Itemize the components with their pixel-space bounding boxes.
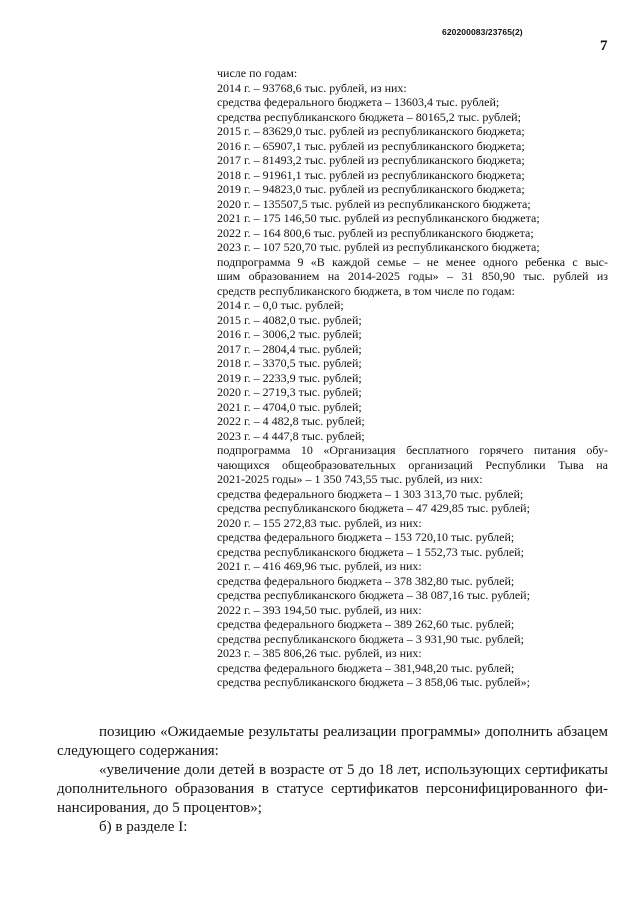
subprogram-9-line: подпрограмма 9 «В каждой семье – не менее одного ребенка с выс- <box>217 254 608 269</box>
paragraph-line: следующего содержания: <box>57 743 219 759</box>
subprogram-9-year: 2016 г. – 3006,2 тыс. рублей; <box>217 327 362 341</box>
subprogram-10-line: подпрограмма 10 «Организация бесплатного горячего питания обу- <box>217 443 608 457</box>
subprogram-10-breakdown: средства республиканского бюджета – 47 429,85 тыс. рублей; <box>217 501 530 515</box>
subprogram-10-breakdown: средства федерального бюджета – 153 720,10 тыс. рублей; <box>217 530 515 544</box>
document-id: 620200083/23765(2) <box>442 27 523 37</box>
subprogram-9-year: 2020 г. – 2719,3 тыс. рублей; <box>217 385 362 399</box>
subprogram-10-line: 2021-2025 годы» – 1 350 743,55 тыс. рублей, из них: <box>217 472 483 486</box>
subprogram-9-year: 2021 г. – 4704,0 тыс. рублей; <box>217 399 362 414</box>
budget-line: 2018 г. – 91961,1 тыс. рублей из республиканского бюджета; <box>217 167 525 182</box>
budget-line: 2021 г. – 175 146,50 тыс. рублей из республиканского бюджета; <box>217 211 540 225</box>
page-number: 7 <box>600 38 608 54</box>
paragraph-line: б) в разделе I: <box>99 819 188 835</box>
body-text <box>57 723 608 837</box>
subprogram-10-breakdown: средства федерального бюджета – 381,948,20 тыс. рублей; <box>217 660 515 675</box>
budget-line: 2014 г. – 93768,6 тыс. рублей, из них: <box>217 80 407 95</box>
subprogram-9-year: 2015 г. – 4082,0 тыс. рублей; <box>217 312 362 327</box>
budget-line: 2015 г. – 83629,0 тыс. рублей из республиканского бюджета; <box>217 124 525 138</box>
subprogram-10-breakdown: 2022 г. – 393 194,50 тыс. рублей, из них: <box>217 602 422 617</box>
subprogram-10-breakdown: 2023 г. – 385 806,26 тыс. рублей, из них: <box>217 646 422 660</box>
budget-line: числе по годам: <box>217 66 298 80</box>
subprogram-10-breakdown: средства республиканского бюджета – 3 931,90 тыс. рублей; <box>217 631 524 646</box>
paragraph-line: нансирования, до 5 процентов»; <box>57 800 262 816</box>
budget-line: 2020 г. – 135507,5 тыс. рублей из республиканского бюджета; <box>217 196 531 211</box>
subprogram-9-year: 2023 г. – 4 447,8 тыс. рублей; <box>217 428 365 443</box>
subprogram-10-breakdown: средства республиканского бюджета – 38 087,16 тыс. рублей; <box>217 588 530 602</box>
subprogram-10-breakdown: средства федерального бюджета – 378 382,80 тыс. рублей; <box>217 573 515 588</box>
budget-line: средства федерального бюджета – 13603,4 тыс. рублей; <box>217 95 500 109</box>
budget-block <box>217 66 608 690</box>
budget-line: 2023 г. – 107 520,70 тыс. рублей из республиканского бюджета; <box>217 240 540 254</box>
subprogram-10-breakdown: 2021 г. – 416 469,96 тыс. рублей, из них: <box>217 559 422 573</box>
subprogram-9-line: средств республиканского бюджета, в том числе по годам: <box>217 283 515 298</box>
subprogram-10-breakdown: средства федерального бюджета – 1 303 313,70 тыс. рублей; <box>217 486 524 501</box>
subprogram-9-year: 2022 г. – 4 482,8 тыс. рублей; <box>217 414 365 428</box>
budget-line: 2019 г. – 94823,0 тыс. рублей из республиканского бюджета; <box>217 182 525 196</box>
budget-line: 2017 г. – 81493,2 тыс. рублей из республиканского бюджета; <box>217 153 525 167</box>
budget-line: 2022 г. – 164 800,6 тыс. рублей из республиканского бюджета; <box>217 225 534 240</box>
subprogram-9-year: 2014 г. – 0,0 тыс. рублей; <box>217 298 344 312</box>
subprogram-9-year: 2019 г. – 2233,9 тыс. рублей; <box>217 370 362 385</box>
subprogram-10-breakdown: средства республиканского бюджета – 1 552,73 тыс. рублей; <box>217 544 524 559</box>
budget-line: 2016 г. – 65907,1 тыс. рублей из республиканского бюджета; <box>217 138 525 153</box>
paragraph-line: позицию «Ожидаемые результаты реализации программы» дополнить абзацем <box>99 724 608 740</box>
subprogram-10-line: чающихся общеобразовательных организаций Республики Тыва на <box>217 457 608 472</box>
budget-line: средства республиканского бюджета – 80165,2 тыс. рублей; <box>217 109 521 124</box>
paragraph-line: «увеличение доли детей в возрасте от 5 до 18 лет, использующих сертификаты <box>99 762 608 778</box>
subprogram-10-breakdown: 2020 г. – 155 272,83 тыс. рублей, из них: <box>217 515 422 530</box>
subprogram-10-breakdown: средства федерального бюджета – 389 262,60 тыс. рублей; <box>217 617 515 631</box>
subprogram-9-year: 2017 г. – 2804,4 тыс. рублей; <box>217 341 362 356</box>
subprogram-9-year: 2018 г. – 3370,5 тыс. рублей; <box>217 356 362 370</box>
paragraph-line: дополнительного образования в статусе сертификатов персонифицированного фи- <box>57 781 608 797</box>
subprogram-10-breakdown: средства республиканского бюджета – 3 858,06 тыс. рублей»; <box>217 675 530 689</box>
subprogram-9-line: шим образованием на 2014-2025 годы» – 31 850,90 тыс. рублей из <box>217 269 608 283</box>
